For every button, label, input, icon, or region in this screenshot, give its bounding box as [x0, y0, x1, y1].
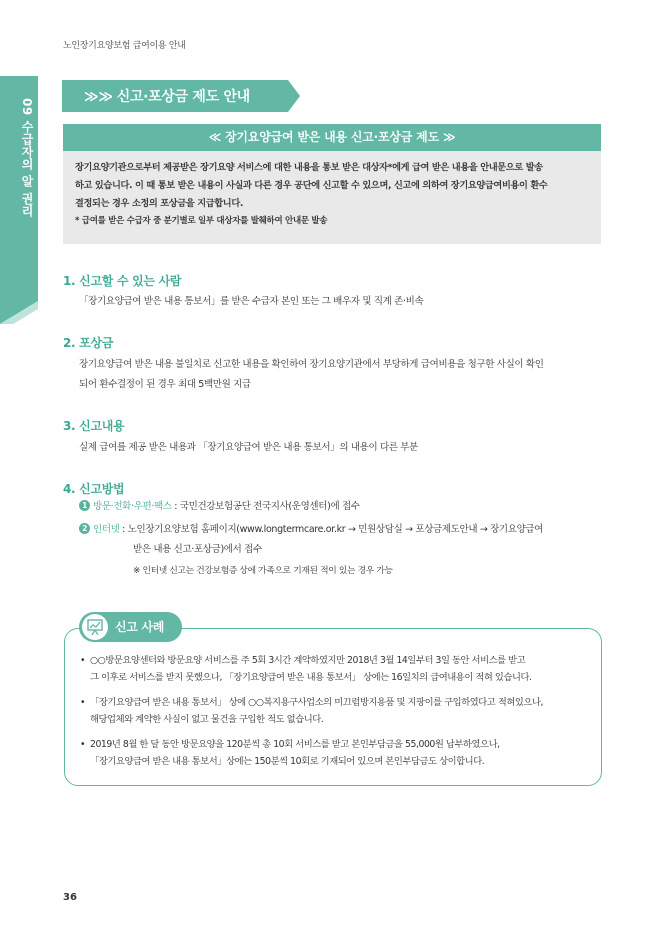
- text-line: 「장기요양급여 받은 내용 통보서」를 받은 수급자 본인 또는 그 배우자 및 직계 존·비속: [79, 296, 424, 307]
- presentation-chart-icon: [82, 614, 108, 640]
- case-list: [80, 652, 594, 778]
- case-line: 「장기요양급여 받은 내용 통보서」상에는 150분씩 10회로 기재되어 있으며 본인부담금도 상이합니다.: [90, 756, 485, 767]
- section-heading-reward: 2. 포상금: [63, 336, 114, 350]
- method-text: : 국민건강보험공단 전국지사(운영센터)에 접수: [171, 501, 360, 512]
- method-item-internet: [79, 520, 543, 540]
- case-item: [80, 652, 594, 686]
- text-line: 장기요양급여 받은 내용 불일치로 신고한 내용을 확인하여 장기요양기관에서 부당하게 급여비용을 청구한 사실이 확인: [79, 359, 544, 370]
- info-line: 하고 있습니다. 이 때 통보 받은 내용이 사실과 다른 경우 공단에 신고할 수 있으며, 신고에 의하여 장기요양급여비용이 환수: [75, 180, 548, 191]
- section-text-reward: [79, 355, 604, 395]
- double-arrow-icon: ≫≫: [84, 89, 113, 105]
- method-text: : 노인장기요양보험 홈페이지(www.longtermcare.or.kr → 민원상담실 → 포상금제도안내 → 장기요양급여: [119, 524, 544, 535]
- number-badge: 1: [79, 500, 90, 511]
- page-number: 36: [63, 892, 77, 903]
- case-line: 그 이후로 서비스를 받지 못했으나, 「장기요양급여 받은 내용 통보서」 상에는 16일치의 급여내용이 적혀 있습니다.: [90, 672, 532, 683]
- section-banner-title-wrap: [84, 86, 250, 106]
- running-head: 노인장기요양보험 급여이용 안내: [63, 41, 186, 51]
- info-box: [63, 124, 601, 244]
- side-tab-label: 09 수급자의 알 권리: [20, 98, 34, 218]
- info-box-header: ≪ 장기요양급여 받은 내용 신고·포상금 제도 ≫: [63, 124, 601, 151]
- text-line: 실제 급여를 제공 받은 내용과 「장기요양급여 받은 내용 통보서」의 내용이 다른 부분: [79, 442, 418, 453]
- section-banner-title: 신고·포상금 제도 안내: [116, 89, 250, 105]
- section-text-reporter: [79, 292, 604, 312]
- side-chapter-tab: [0, 76, 38, 324]
- info-line: 장기요양기관으로부터 제공받은 장기요양 서비스에 대한 내용을 통보 받은 대상자*에게 급여 받은 내용을 안내문으로 발송: [75, 162, 543, 173]
- case-item: [80, 694, 594, 728]
- section-heading-content: 3. 신고내용: [63, 419, 125, 433]
- section-heading-reporter: 1. 신고할 수 있는 사람: [63, 274, 182, 288]
- text-line: 되어 환수결정이 된 경우 최대 5백만원 지급: [79, 379, 251, 390]
- method-label: 방문·전화·우편·팩스: [93, 501, 172, 512]
- case-line: • ○○방문요양센터와 방문요양 서비스를 주 5회 3시간 계약하였지만 2018년 3월 14일부터 3일 동안 서비스를 받고: [90, 655, 526, 666]
- case-line: • 2019년 8월 한 달 동안 방문요양을 120분씩 총 10회 서비스를 받고 본인부담금을 55,000원 납부하였으나,: [90, 739, 500, 750]
- section-banner: [62, 80, 300, 112]
- info-line: 결정되는 경우 소정의 포상금을 지급합니다.: [75, 198, 243, 209]
- method-note: ※ 인터넷 신고는 건강보험증 상에 가족으로 기재된 적이 있는 경우 가능: [133, 566, 393, 576]
- case-line: 해당업체와 계약한 사실이 없고 물건을 구입한 적도 없습니다.: [90, 714, 324, 725]
- case-line: • 「장기요양급여 받은 내용 통보서」 상에 ○○복지용구사업소의 미끄럼방지용품 및 지팡이를 구입하였다고 적혀있으나,: [90, 697, 543, 708]
- method-text-continued: 받은 내용 신고·포상금)에서 접수: [133, 544, 262, 555]
- number-badge: 2: [79, 523, 90, 534]
- case-item: [80, 736, 594, 770]
- section-text-content: [79, 438, 604, 458]
- method-label: 인터넷: [93, 524, 120, 535]
- method-item-offline: [79, 497, 360, 517]
- info-box-note: * 급여를 받은 수급자 중 분기별로 일부 대상자를 발췌하여 안내문 발송: [75, 216, 328, 226]
- case-title-tab: [79, 612, 182, 642]
- section-heading-method: 4. 신고방법: [63, 482, 125, 496]
- case-title: 신고 사례: [115, 620, 165, 634]
- info-box-body: [63, 151, 601, 213]
